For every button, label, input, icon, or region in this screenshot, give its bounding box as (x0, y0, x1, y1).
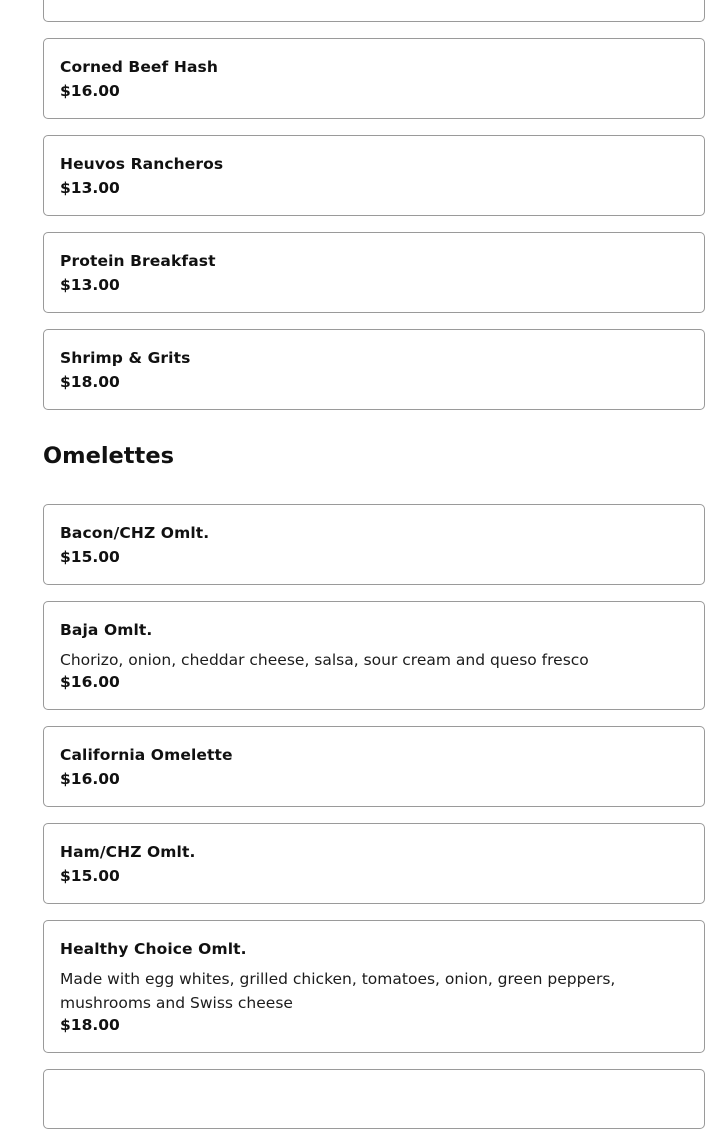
section-title-omelettes: Omelettes (43, 443, 174, 469)
menu-item-card[interactable] (43, 823, 705, 904)
menu-item-price: $15.00 (60, 867, 120, 885)
menu-item-card[interactable] (43, 726, 705, 807)
menu-item-card[interactable] (43, 329, 705, 410)
menu-item-price: $13.00 (60, 276, 120, 294)
menu-item-price: $16.00 (60, 770, 120, 788)
menu-item-name: Baja Omlt. (60, 621, 153, 639)
menu-item-card-partial[interactable] (43, 0, 705, 22)
menu-item-name: Heuvos Rancheros (60, 155, 224, 173)
menu-item-card[interactable] (43, 135, 705, 216)
menu-item-name: Shrimp & Grits (60, 349, 191, 367)
menu-item-name: Protein Breakfast (60, 252, 216, 270)
menu-item-card[interactable] (43, 504, 705, 585)
menu-item-card[interactable] (43, 232, 705, 313)
menu-item-price: $18.00 (60, 373, 120, 391)
menu-item-card[interactable] (43, 601, 705, 710)
menu-item-card[interactable] (43, 38, 705, 119)
menu-item-price: $13.00 (60, 179, 120, 197)
menu-item-card[interactable] (43, 920, 705, 1053)
menu-item-description: Chorizo, onion, cheddar cheese, salsa, sour cream and queso fresco (60, 651, 589, 669)
menu-item-description: Made with egg whites, grilled chicken, tomatoes, onion, green peppers, mushrooms and Swiss cheese (60, 970, 616, 1012)
menu-item-price: $15.00 (60, 548, 120, 566)
menu-item-name: Healthy Choice Omlt. (60, 940, 247, 958)
menu-item-name: Ham/CHZ Omlt. (60, 843, 196, 861)
menu-item-price: $16.00 (60, 82, 120, 100)
menu-item-name: Corned Beef Hash (60, 58, 218, 76)
menu-item-card-partial[interactable] (43, 1069, 705, 1129)
menu-item-price: $16.00 (60, 673, 120, 691)
menu-item-name: California Omelette (60, 746, 233, 764)
menu-item-name: Bacon/CHZ Omlt. (60, 524, 210, 542)
menu-item-price: $18.00 (60, 1016, 120, 1034)
